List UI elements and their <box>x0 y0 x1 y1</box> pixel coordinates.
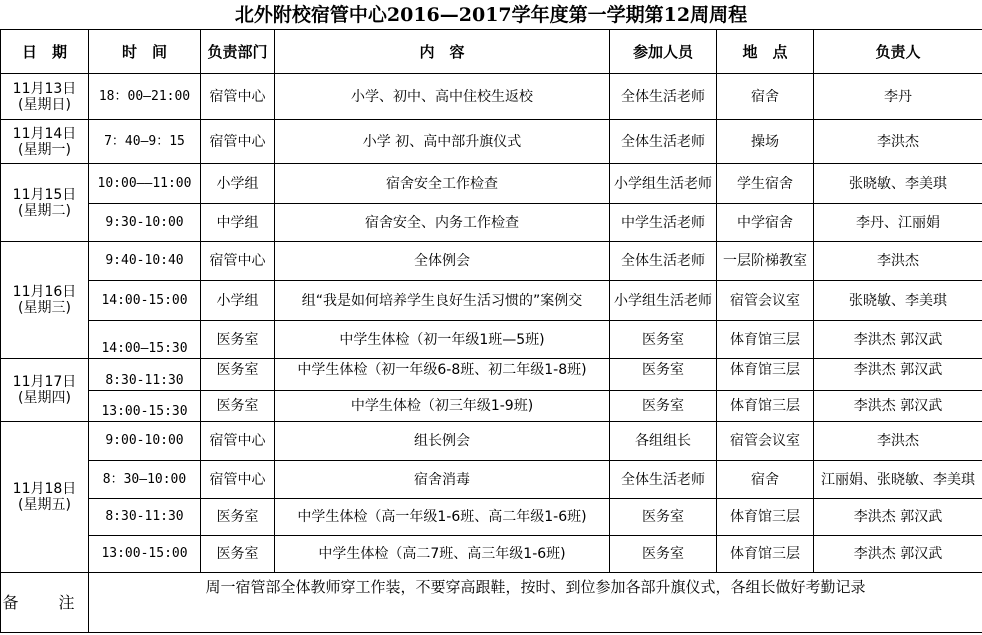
time-cell: 14:00-15:00 <box>89 281 201 321</box>
location-cell: 宿管会议室 <box>717 281 814 321</box>
owner-cell: 李丹、江丽娟 <box>814 204 982 242</box>
location-cell: 体育馆三层 <box>717 536 814 573</box>
time-cell: 9:00-10:00 <box>89 422 201 461</box>
table-row <box>1 359 982 391</box>
table-row <box>1 391 982 422</box>
table-row <box>1 204 982 242</box>
table-row <box>1 536 982 573</box>
location-cell: 宿管会议室 <box>717 422 814 461</box>
header-time: 时 间 <box>89 30 201 74</box>
time-text: 14:00—15:30 <box>101 341 188 356</box>
dept-cell: 医务室 <box>201 321 275 359</box>
table-row <box>1 422 982 461</box>
table-row <box>1 164 982 204</box>
owner-cell: 李洪杰 <box>814 120 982 164</box>
content-cell: 中学生体检（初一年级1班—5班) <box>275 321 610 359</box>
owner-cell: 李洪杰 <box>814 422 982 461</box>
dept-cell: 宿管中心 <box>201 120 275 164</box>
header-content: 内 容 <box>275 30 610 74</box>
time-cell <box>89 391 201 422</box>
participants-cell: 小学组生活老师 <box>610 281 717 321</box>
owner-cell: 张晓敏、李美琪 <box>814 164 982 204</box>
date-cell <box>1 164 89 242</box>
dept-cell <box>201 359 275 391</box>
location-text: 体育馆三层 <box>730 362 800 378</box>
time-text: 13:00-15:30 <box>101 404 188 419</box>
dept-cell: 小学组 <box>201 281 275 321</box>
participants-cell: 全体生活老师 <box>610 120 717 164</box>
owner-cell: 李丹 <box>814 74 982 120</box>
date-cell <box>1 422 89 573</box>
dept-cell: 宿管中心 <box>201 74 275 120</box>
time-cell: 13:00-15:00 <box>89 536 201 573</box>
date-cell <box>1 359 89 422</box>
dept-cell: 小学组 <box>201 164 275 204</box>
content-cell: 全体例会 <box>275 242 610 281</box>
owner-cell: 李洪杰 郭汉武 <box>814 321 982 359</box>
date-text: 11月13日 (星期日) <box>12 80 77 113</box>
dept-cell: 中学组 <box>201 204 275 242</box>
participants-cell: 各组组长 <box>610 422 717 461</box>
participants-text: 医务室 <box>642 362 684 378</box>
content-cell: 中学生体检（高一年级1-6班、高二年级1-6班) <box>275 499 610 536</box>
owner-cell <box>814 359 982 391</box>
time-cell: 9:40-10:40 <box>89 242 201 281</box>
date-cell <box>1 74 89 120</box>
header-location: 地 点 <box>717 30 814 74</box>
time-cell <box>89 321 201 359</box>
location-cell: 操场 <box>717 120 814 164</box>
header-participants: 参加人员 <box>610 30 717 74</box>
location-cell: 体育馆三层 <box>717 391 814 422</box>
participants-cell: 全体生活老师 <box>610 74 717 120</box>
content-text: 中学生体检（初一年级6-8班、初二年级1-8班) <box>297 362 587 378</box>
remarks-text: 周一宿管部全体教师穿工作装，不要穿高跟鞋，按时、到位参加各部升旗仪式，各组长做好考勤记录 <box>205 578 866 596</box>
time-cell <box>89 359 201 391</box>
content-cell: 宿舍消毒 <box>275 461 610 499</box>
location-cell <box>717 359 814 391</box>
table-row <box>1 321 982 359</box>
table-row <box>1 281 982 321</box>
remarks-label: 备 注 <box>1 573 89 633</box>
owner-cell: 李洪杰 郭汉武 <box>814 499 982 536</box>
table-row <box>1 120 982 164</box>
header-date: 日 期 <box>1 30 89 74</box>
content-cell: 宿舍安全工作检查 <box>275 164 610 204</box>
participants-cell: 小学组生活老师 <box>610 164 717 204</box>
participants-cell: 医务室 <box>610 391 717 422</box>
location-cell: 宿舍 <box>717 461 814 499</box>
content-cell: 小学、初中、高中住校生返校 <box>275 74 610 120</box>
table-row <box>1 461 982 499</box>
schedule-table <box>0 29 982 633</box>
time-cell: 8:30-11:30 <box>89 499 201 536</box>
remarks-cell <box>89 573 982 633</box>
content-cell: 小学 初、高中部升旗仪式 <box>275 120 610 164</box>
content-cell: 宿舍安全、内务工作检查 <box>275 204 610 242</box>
dept-cell: 宿管中心 <box>201 242 275 281</box>
time-cell: 18：00—21:00 <box>89 74 201 120</box>
date-text: 11月15日 (星期二) <box>12 186 77 219</box>
owner-cell: 李洪杰 郭汉武 <box>814 536 982 573</box>
table-row <box>1 499 982 536</box>
time-cell: 8：30—10:00 <box>89 461 201 499</box>
location-cell: 中学宿舍 <box>717 204 814 242</box>
time-cell: 9:30-10:00 <box>89 204 201 242</box>
owner-cell: 李洪杰 郭汉武 <box>814 391 982 422</box>
dept-cell: 宿管中心 <box>201 422 275 461</box>
date-cell <box>1 242 89 359</box>
dept-cell: 宿管中心 <box>201 461 275 499</box>
date-cell <box>1 120 89 164</box>
dept-cell: 医务室 <box>201 499 275 536</box>
location-cell: 体育馆三层 <box>717 321 814 359</box>
location-cell: 学生宿舍 <box>717 164 814 204</box>
dept-cell: 医务室 <box>201 536 275 573</box>
participants-cell: 全体生活老师 <box>610 242 717 281</box>
date-text: 11月18日 (星期五) <box>12 481 77 513</box>
content-cell: 组长例会 <box>275 422 610 461</box>
participants-cell <box>610 359 717 391</box>
location-cell: 宿舍 <box>717 74 814 120</box>
content-cell: 中学生体检（高二7班、高三年级1-6班) <box>275 536 610 573</box>
participants-cell: 医务室 <box>610 499 717 536</box>
table-row <box>1 74 982 120</box>
header-row <box>1 30 982 74</box>
dept-cell: 医务室 <box>201 391 275 422</box>
time-cell: 10:00——11:00 <box>89 164 201 204</box>
header-dept: 负责部门 <box>201 30 275 74</box>
participants-cell: 医务室 <box>610 536 717 573</box>
content-cell: 中学生体检（初三年级1-9班) <box>275 391 610 422</box>
content-cell <box>275 359 610 391</box>
date-text: 11月17日 (星期四) <box>12 374 77 406</box>
location-cell: 体育馆三层 <box>717 499 814 536</box>
owner-cell: 张晓敏、李美琪 <box>814 281 982 321</box>
time-text: 8:30-11:30 <box>105 373 184 388</box>
date-text: 11月16日 (星期三) <box>12 284 77 316</box>
owner-cell: 江丽娟、张晓敏、李美琪 <box>814 461 982 499</box>
participants-cell: 中学生活老师 <box>610 204 717 242</box>
content-cell: 组“我是如何培养学生良好生活习惯的”案例交 <box>275 281 610 321</box>
page-title: 北外附校宿管中心2016—2017学年度第一学期第12周周程 <box>234 4 748 26</box>
location-cell: 一层阶梯教室 <box>717 242 814 281</box>
header-owner: 负责人 <box>814 30 982 74</box>
time-cell: 7：40—9：15 <box>89 120 201 164</box>
owner-text: 李洪杰 郭汉武 <box>853 362 943 378</box>
date-text: 11月14日 (星期一) <box>12 125 77 158</box>
remarks-row <box>1 573 982 633</box>
participants-cell: 医务室 <box>610 321 717 359</box>
participants-cell: 全体生活老师 <box>610 461 717 499</box>
owner-cell: 李洪杰 <box>814 242 982 281</box>
dept-text: 医务室 <box>216 362 259 378</box>
table-row <box>1 242 982 281</box>
